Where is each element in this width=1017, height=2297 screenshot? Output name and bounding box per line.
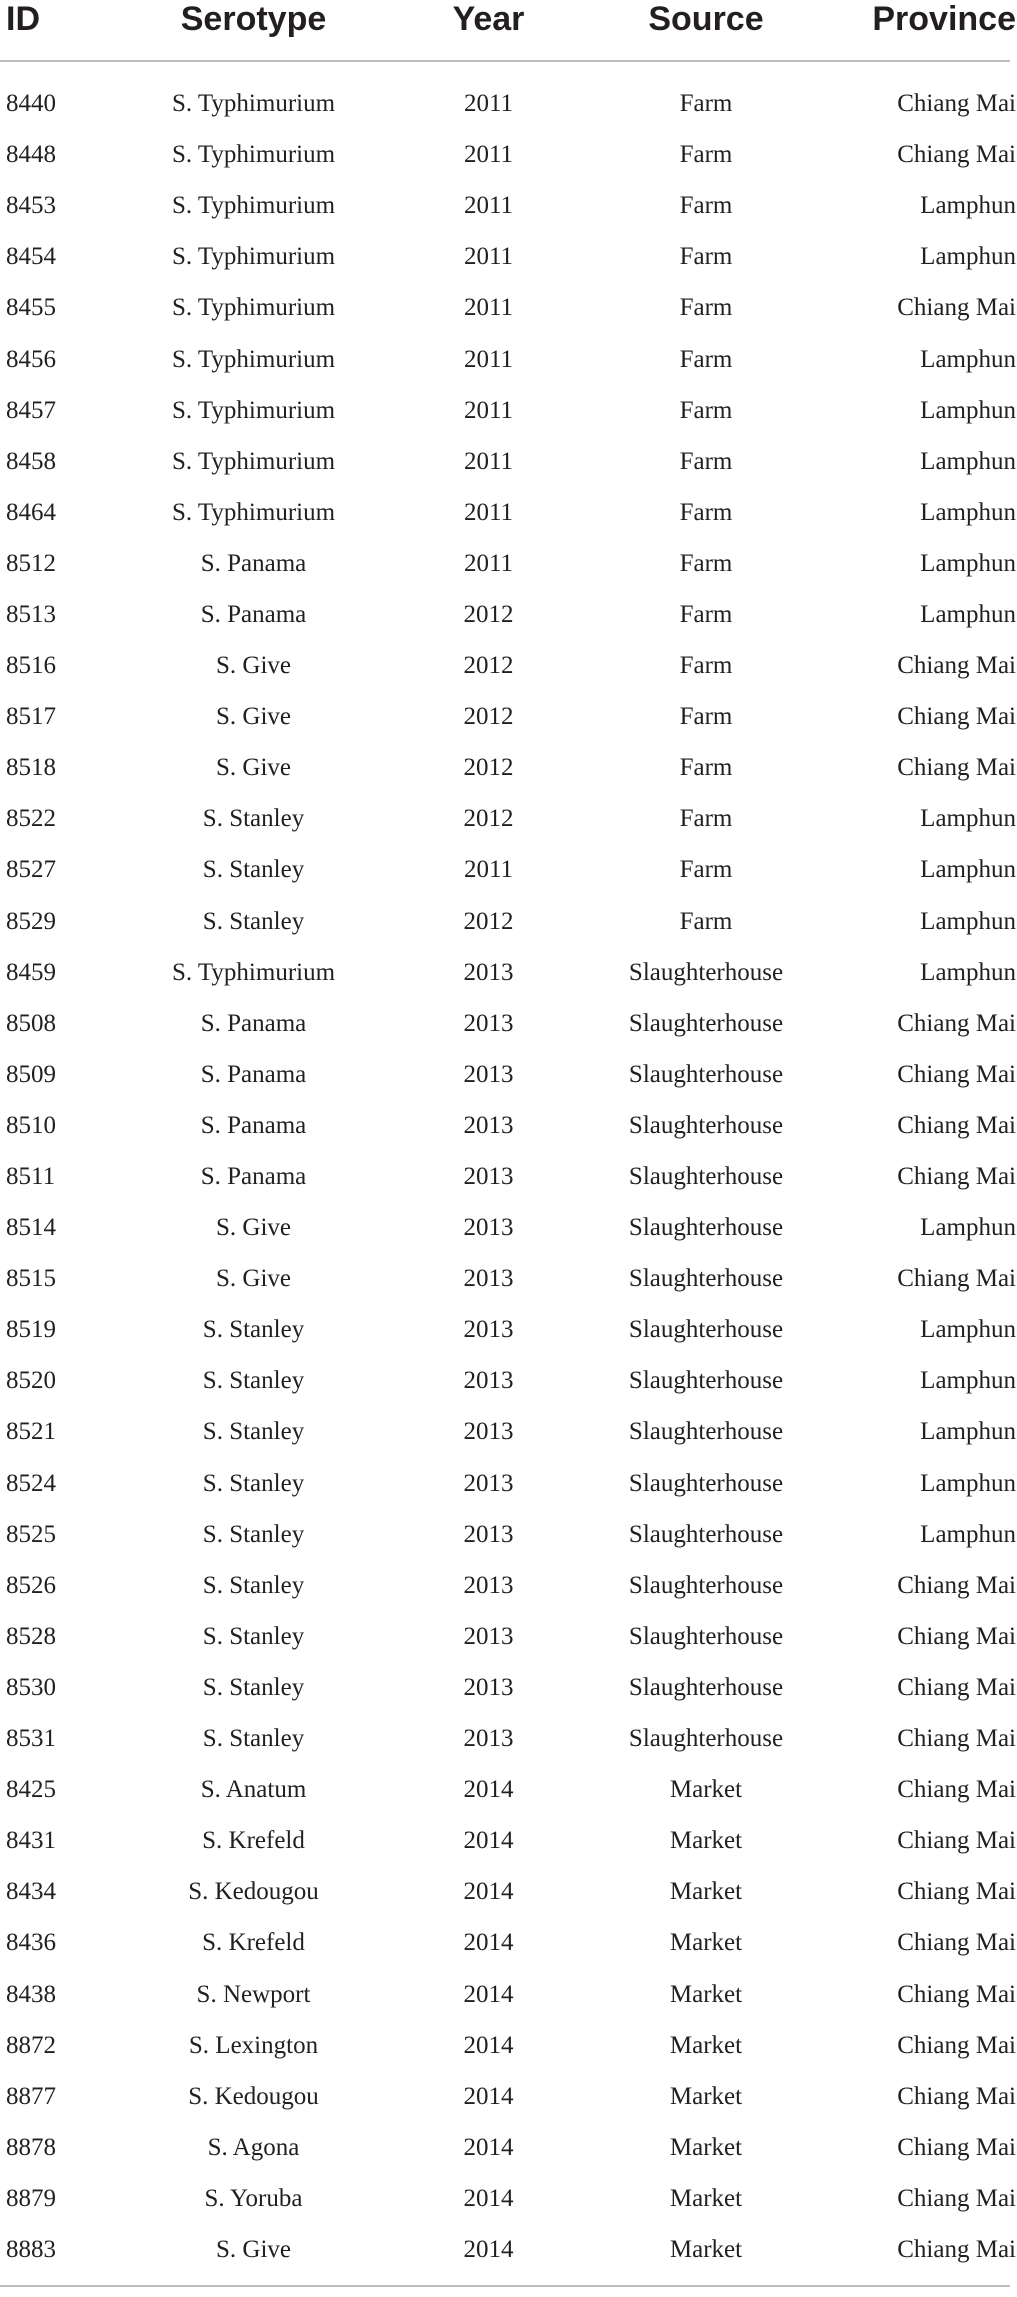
cell-id: 8883 (6, 2235, 56, 2263)
cell-province: Lamphun (920, 600, 1016, 628)
cell-id: 8516 (6, 652, 56, 680)
cell-province: Chiang Mai (897, 2184, 1016, 2212)
cell-source: Market (669, 1980, 743, 2008)
cell-province: Lamphun (920, 1469, 1016, 1497)
cell-province: Lamphun (920, 345, 1016, 373)
cell-province: Chiang Mai (897, 1111, 1016, 1139)
table-row (0, 947, 1016, 998)
cell-province: Lamphun (920, 805, 1016, 833)
table-row (0, 1815, 1016, 1866)
cell-serotype: S. Typhimurium (171, 958, 336, 986)
cell-serotype: S. Stanley (202, 1469, 305, 1497)
cell-id: 8457 (6, 396, 56, 424)
cell-serotype: S. Panama (200, 549, 307, 577)
cell-year: 2014 (463, 1929, 514, 1957)
header-row (0, 0, 1016, 58)
cell-province: Chiang Mai (897, 1776, 1016, 1804)
cell-year: 2014 (463, 2133, 514, 2161)
table-row (0, 2173, 1016, 2224)
cell-serotype: S. Give (216, 1214, 291, 1242)
cell-serotype: S. Stanley (202, 1316, 305, 1344)
cell-province: Lamphun (920, 447, 1016, 475)
cell-id: 8453 (6, 192, 56, 220)
column-header-year: Year (452, 0, 525, 38)
cell-id: 8431 (6, 1827, 56, 1855)
cell-id: 8440 (6, 90, 56, 118)
cell-year: 2013 (463, 1060, 514, 1088)
cell-source: Farm (679, 90, 733, 118)
table-row (0, 1866, 1016, 1917)
cell-year: 2013 (463, 958, 514, 986)
cell-province: Lamphun (920, 856, 1016, 884)
cell-serotype: S. Typhimurium (171, 90, 336, 118)
cell-serotype: S. Give (216, 2235, 291, 2263)
cell-source: Slaughterhouse (628, 1367, 784, 1395)
cell-source: Farm (679, 243, 733, 271)
cell-serotype: S. Typhimurium (171, 498, 336, 526)
cell-id: 8508 (6, 1009, 56, 1037)
cell-id: 8458 (6, 447, 56, 475)
table-row (0, 333, 1016, 384)
cell-id: 8454 (6, 243, 56, 271)
cell-serotype: S. Typhimurium (171, 447, 336, 475)
cell-province: Chiang Mai (897, 1009, 1016, 1037)
table-row (0, 1458, 1016, 1509)
cell-serotype: S. Panama (200, 1163, 307, 1191)
cell-serotype: S. Stanley (202, 1622, 305, 1650)
cell-source: Market (669, 1776, 743, 1804)
header-divider (0, 60, 1010, 62)
cell-province: Lamphun (920, 192, 1016, 220)
cell-year: 2011 (463, 90, 514, 118)
table-row (0, 1304, 1016, 1355)
cell-province: Chiang Mai (897, 1060, 1016, 1088)
cell-year: 2011 (463, 549, 514, 577)
cell-serotype: S. Stanley (202, 805, 305, 833)
cell-source: Slaughterhouse (628, 958, 784, 986)
table-row (0, 385, 1016, 436)
isolate-table-body (0, 78, 1016, 2275)
table-row (0, 2122, 1016, 2173)
cell-source: Slaughterhouse (628, 1469, 784, 1497)
cell-source: Slaughterhouse (628, 1111, 784, 1139)
cell-id: 8527 (6, 856, 56, 884)
cell-source: Farm (679, 396, 733, 424)
cell-serotype: S. Stanley (202, 1571, 305, 1599)
cell-id: 8519 (6, 1316, 56, 1344)
cell-serotype: S. Kedougou (188, 1878, 319, 1906)
cell-year: 2014 (463, 2184, 514, 2212)
cell-source: Market (669, 2082, 743, 2110)
cell-source: Market (669, 1878, 743, 1906)
table-row (0, 691, 1016, 742)
cell-id: 8521 (6, 1418, 56, 1446)
cell-year: 2013 (463, 1418, 514, 1446)
cell-source: Slaughterhouse (628, 1571, 784, 1599)
table-row (0, 1509, 1016, 1560)
cell-id: 8455 (6, 294, 56, 322)
cell-source: Farm (679, 754, 733, 782)
cell-serotype: S. Typhimurium (171, 192, 336, 220)
cell-year: 2012 (463, 805, 514, 833)
cell-id: 8436 (6, 1929, 56, 1957)
cell-serotype: S. Panama (200, 1060, 307, 1088)
cell-province: Chiang Mai (897, 1878, 1016, 1906)
table-row (0, 1253, 1016, 1304)
cell-year: 2013 (463, 1163, 514, 1191)
table-row (0, 742, 1016, 793)
cell-province: Chiang Mai (897, 1265, 1016, 1293)
column-header-id: ID (6, 0, 40, 38)
table-row (0, 2224, 1016, 2275)
cell-id: 8512 (6, 549, 56, 577)
cell-year: 2014 (463, 1980, 514, 2008)
cell-province: Chiang Mai (897, 1929, 1016, 1957)
table-row (0, 282, 1016, 333)
isolate-table (0, 0, 1016, 58)
cell-serotype: S. Stanley (202, 1725, 305, 1753)
cell-year: 2013 (463, 1622, 514, 1650)
cell-province: Lamphun (920, 549, 1016, 577)
cell-id: 8524 (6, 1469, 56, 1497)
cell-province: Lamphun (920, 243, 1016, 271)
cell-serotype: S. Give (216, 754, 291, 782)
table-row (0, 1764, 1016, 1815)
cell-year: 2011 (463, 294, 514, 322)
cell-id: 8513 (6, 600, 56, 628)
cell-serotype: S. Stanley (202, 1520, 305, 1548)
cell-id: 8530 (6, 1673, 56, 1701)
cell-province: Chiang Mai (897, 1622, 1016, 1650)
cell-source: Slaughterhouse (628, 1265, 784, 1293)
cell-year: 2014 (463, 1827, 514, 1855)
cell-year: 2013 (463, 1214, 514, 1242)
table-row (0, 998, 1016, 1049)
cell-id: 8526 (6, 1571, 56, 1599)
cell-province: Lamphun (920, 1520, 1016, 1548)
cell-id: 8879 (6, 2184, 56, 2212)
cell-province: Chiang Mai (897, 652, 1016, 680)
cell-serotype: S. Anatum (200, 1776, 307, 1804)
cell-source: Farm (679, 600, 733, 628)
table-row (0, 844, 1016, 895)
table-row (0, 1049, 1016, 1100)
table-row (0, 1662, 1016, 1713)
table-body (0, 78, 1016, 2275)
cell-id: 8434 (6, 1878, 56, 1906)
cell-serotype: S. Panama (200, 600, 307, 628)
cell-serotype: S. Typhimurium (171, 141, 336, 169)
cell-source: Farm (679, 345, 733, 373)
cell-source: Market (669, 2184, 743, 2212)
table-row (0, 78, 1016, 129)
table-row (0, 2071, 1016, 2122)
cell-source: Slaughterhouse (628, 1009, 784, 1037)
cell-source: Farm (679, 549, 733, 577)
cell-source: Farm (679, 652, 733, 680)
cell-serotype: S. Stanley (202, 1418, 305, 1446)
cell-year: 2013 (463, 1111, 514, 1139)
cell-year: 2013 (463, 1725, 514, 1753)
cell-year: 2011 (463, 498, 514, 526)
cell-source: Market (669, 2133, 743, 2161)
table-row (0, 1560, 1016, 1611)
cell-serotype: S. Typhimurium (171, 294, 336, 322)
cell-province: Chiang Mai (897, 90, 1016, 118)
cell-id: 8517 (6, 703, 56, 731)
cell-serotype: S. Kedougou (188, 2082, 319, 2110)
cell-id: 8511 (6, 1163, 56, 1191)
cell-source: Slaughterhouse (628, 1214, 784, 1242)
table-row (0, 487, 1016, 538)
cell-id: 8425 (6, 1776, 56, 1804)
cell-source: Farm (679, 498, 733, 526)
table-row (0, 1713, 1016, 1764)
cell-source: Market (669, 1827, 743, 1855)
cell-province: Lamphun (920, 1367, 1016, 1395)
cell-id: 8518 (6, 754, 56, 782)
cell-year: 2013 (463, 1367, 514, 1395)
cell-year: 2012 (463, 907, 514, 935)
table-row (0, 1406, 1016, 1457)
cell-id: 8448 (6, 141, 56, 169)
cell-serotype: S. Give (216, 703, 291, 731)
cell-year: 2011 (463, 192, 514, 220)
cell-year: 2013 (463, 1571, 514, 1599)
cell-source: Slaughterhouse (628, 1418, 784, 1446)
cell-source: Slaughterhouse (628, 1163, 784, 1191)
cell-year: 2013 (463, 1009, 514, 1037)
column-header-serotype: Serotype (180, 0, 327, 38)
cell-serotype: S. Newport (196, 1980, 311, 2008)
cell-id: 8877 (6, 2082, 56, 2110)
cell-province: Chiang Mai (897, 1827, 1016, 1855)
cell-year: 2014 (463, 1878, 514, 1906)
cell-id: 8872 (6, 2031, 56, 2059)
cell-serotype: S. Yoruba (204, 2184, 303, 2212)
cell-year: 2012 (463, 754, 514, 782)
table-row (0, 793, 1016, 844)
cell-year: 2013 (463, 1316, 514, 1344)
cell-year: 2011 (463, 396, 514, 424)
cell-province: Chiang Mai (897, 2031, 1016, 2059)
cell-province: Chiang Mai (897, 1980, 1016, 2008)
cell-year: 2014 (463, 2031, 514, 2059)
cell-id: 8438 (6, 1980, 56, 2008)
cell-province: Chiang Mai (897, 1725, 1016, 1753)
cell-source: Farm (679, 856, 733, 884)
cell-source: Farm (679, 192, 733, 220)
table-row (0, 129, 1016, 180)
cell-serotype: S. Panama (200, 1009, 307, 1037)
table-row (0, 1202, 1016, 1253)
cell-id: 8529 (6, 907, 56, 935)
cell-year: 2014 (463, 2235, 514, 2263)
cell-province: Lamphun (920, 1316, 1016, 1344)
cell-source: Market (669, 2235, 743, 2263)
cell-province: Chiang Mai (897, 2235, 1016, 2263)
cell-year: 2013 (463, 1673, 514, 1701)
cell-serotype: S. Give (216, 652, 291, 680)
cell-year: 2011 (463, 141, 514, 169)
table-row (0, 1917, 1016, 1968)
cell-province: Chiang Mai (897, 141, 1016, 169)
cell-year: 2013 (463, 1469, 514, 1497)
table-row (0, 2020, 1016, 2071)
cell-year: 2011 (463, 243, 514, 271)
cell-serotype: S. Give (216, 1265, 291, 1293)
cell-serotype: S. Panama (200, 1111, 307, 1139)
table-row (0, 589, 1016, 640)
cell-province: Lamphun (920, 396, 1016, 424)
cell-serotype: S. Stanley (202, 907, 305, 935)
cell-serotype: S. Krefeld (202, 1929, 305, 1957)
cell-serotype: S. Lexington (188, 2031, 319, 2059)
column-header-source: Source (648, 0, 764, 38)
cell-source: Farm (679, 805, 733, 833)
cell-source: Slaughterhouse (628, 1520, 784, 1548)
cell-source: Slaughterhouse (628, 1725, 784, 1753)
cell-source: Slaughterhouse (628, 1673, 784, 1701)
cell-id: 8522 (6, 805, 56, 833)
cell-province: Lamphun (920, 958, 1016, 986)
table-row (0, 180, 1016, 231)
table-row (0, 1611, 1016, 1662)
cell-province: Chiang Mai (897, 294, 1016, 322)
cell-id: 8525 (6, 1520, 56, 1548)
table-row (0, 1355, 1016, 1406)
cell-year: 2012 (463, 600, 514, 628)
cell-id: 8464 (6, 498, 56, 526)
cell-province: Lamphun (920, 907, 1016, 935)
cell-id: 8515 (6, 1265, 56, 1293)
cell-province: Lamphun (920, 1214, 1016, 1242)
table-row (0, 1968, 1016, 2019)
cell-year: 2011 (463, 345, 514, 373)
cell-id: 8459 (6, 958, 56, 986)
cell-province: Chiang Mai (897, 1163, 1016, 1191)
cell-id: 8510 (6, 1111, 56, 1139)
cell-id: 8509 (6, 1060, 56, 1088)
table-row (0, 538, 1016, 589)
cell-id: 8456 (6, 345, 56, 373)
cell-source: Farm (679, 907, 733, 935)
cell-serotype: S. Typhimurium (171, 243, 336, 271)
table-row (0, 1151, 1016, 1202)
cell-serotype: S. Agona (207, 2133, 300, 2161)
column-header-province: Province (872, 0, 1016, 38)
table-row (0, 896, 1016, 947)
table-row (0, 436, 1016, 487)
cell-id: 8528 (6, 1622, 56, 1650)
cell-province: Chiang Mai (897, 703, 1016, 731)
cell-province: Chiang Mai (897, 754, 1016, 782)
cell-id: 8520 (6, 1367, 56, 1395)
cell-province: Chiang Mai (897, 1571, 1016, 1599)
cell-serotype: S. Krefeld (202, 1827, 305, 1855)
table-row (0, 231, 1016, 282)
cell-serotype: S. Stanley (202, 1673, 305, 1701)
cell-source: Market (669, 2031, 743, 2059)
cell-year: 2012 (463, 703, 514, 731)
cell-id: 8514 (6, 1214, 56, 1242)
cell-province: Chiang Mai (897, 1673, 1016, 1701)
cell-year: 2013 (463, 1520, 514, 1548)
cell-province: Chiang Mai (897, 2133, 1016, 2161)
cell-province: Chiang Mai (897, 2082, 1016, 2110)
cell-id: 8878 (6, 2133, 56, 2161)
cell-year: 2011 (463, 447, 514, 475)
cell-source: Farm (679, 294, 733, 322)
cell-source: Market (669, 1929, 743, 1957)
cell-serotype: S. Stanley (202, 856, 305, 884)
cell-id: 8531 (6, 1725, 56, 1753)
cell-source: Slaughterhouse (628, 1060, 784, 1088)
cell-year: 2011 (463, 856, 514, 884)
cell-source: Farm (679, 141, 733, 169)
cell-source: Farm (679, 703, 733, 731)
table-row (0, 640, 1016, 691)
cell-year: 2012 (463, 652, 514, 680)
cell-source: Slaughterhouse (628, 1316, 784, 1344)
cell-province: Lamphun (920, 1418, 1016, 1446)
cell-year: 2014 (463, 1776, 514, 1804)
cell-year: 2014 (463, 2082, 514, 2110)
cell-year: 2013 (463, 1265, 514, 1293)
cell-province: Lamphun (920, 498, 1016, 526)
cell-serotype: S. Typhimurium (171, 396, 336, 424)
cell-serotype: S. Typhimurium (171, 345, 336, 373)
cell-serotype: S. Stanley (202, 1367, 305, 1395)
table-header (0, 0, 1016, 58)
footer-divider (0, 2285, 1010, 2287)
cell-source: Farm (679, 447, 733, 475)
table-row (0, 1100, 1016, 1151)
cell-source: Slaughterhouse (628, 1622, 784, 1650)
